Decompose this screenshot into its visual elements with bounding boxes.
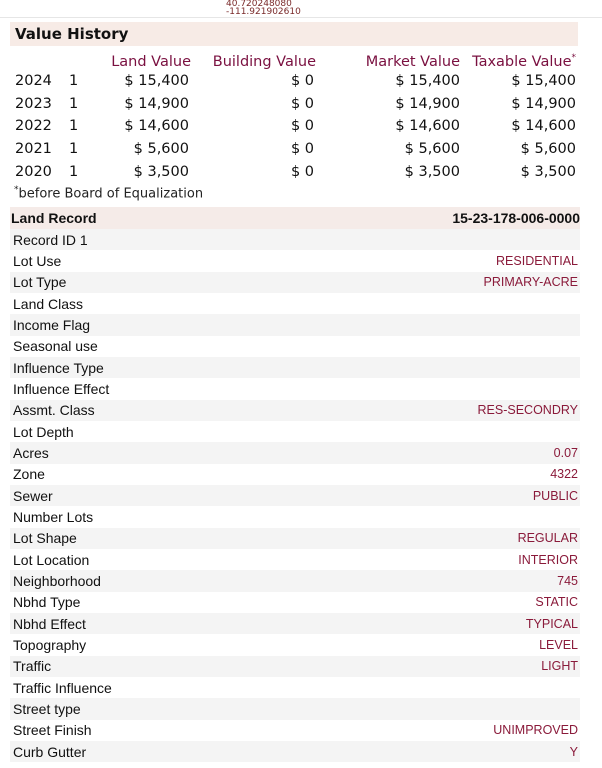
land-value-cell: $ 14,900 (124, 95, 189, 112)
footnote-mark: * (14, 184, 19, 195)
taxable-value-cell: $ 14,900 (511, 95, 576, 112)
land-record-label: Seasonal use (13, 338, 98, 355)
taxable-footnote-mark: * (571, 53, 576, 64)
land-value-cell: $ 15,400 (124, 73, 189, 90)
land-record-row (10, 677, 580, 698)
value-history-header-row (10, 46, 578, 70)
market-value-header: Market Value (365, 54, 460, 70)
building-value-cell: $ 0 (290, 118, 314, 135)
count-cell: 1 (69, 163, 79, 180)
value-history-row (10, 138, 578, 161)
building-value-cell: $ 0 (290, 73, 314, 90)
land-record-row (10, 720, 580, 741)
market-value-cell: $ 3,500 (404, 163, 460, 180)
land-value-cell: $ 3,500 (133, 163, 189, 180)
land-record-label: Lot Type (13, 274, 67, 291)
taxable-value-cell: $ 14,600 (511, 118, 576, 135)
count-cell: 1 (69, 95, 79, 112)
land-record-row (10, 549, 580, 570)
land-record-label: Assmt. Class (13, 402, 95, 419)
land-record-label: Record ID 1 (13, 231, 88, 248)
year-cell: 2020 (15, 163, 52, 180)
market-value-cell: $ 14,900 (395, 95, 460, 112)
land-record-label: Lot Shape (13, 530, 77, 547)
year-cell: 2021 (15, 141, 52, 158)
land-record-row (10, 570, 580, 591)
land-record-value: PUBLIC (532, 488, 578, 503)
land-record-value: LEVEL (539, 637, 578, 652)
land-record-row (10, 741, 580, 762)
land-record-row (10, 528, 580, 549)
land-value-header: Land Value (111, 54, 191, 70)
land-record-label: Curb Gutter (13, 743, 87, 760)
land-record-label: Lot Depth (13, 423, 74, 440)
land-record-row (10, 592, 580, 613)
land-record-label: Number Lots (13, 508, 94, 525)
value-history-row (10, 115, 578, 138)
taxable-value-header (462, 46, 578, 70)
latitude-text: 40.720248080 (226, 0, 292, 9)
value-history-row (10, 93, 578, 116)
land-record-row (10, 506, 580, 527)
longitude-text: -111.921902610 (226, 7, 301, 17)
land-record-label: Traffic (13, 658, 52, 675)
land-record-row (10, 314, 580, 335)
land-record-section (10, 207, 580, 762)
land-record-label: Zone (13, 466, 45, 483)
land-value-cell: $ 14,600 (124, 118, 189, 135)
land-record-value: LIGHT (541, 659, 578, 674)
count-cell: 1 (69, 118, 79, 135)
taxable-value-cell: $ 3,500 (520, 163, 576, 180)
land-record-value: 4322 (550, 467, 578, 482)
land-record-value: 0.07 (553, 445, 578, 460)
taxable-value-header-label: Taxable Value (472, 54, 572, 70)
market-value-cell: $ 15,400 (395, 73, 460, 90)
land-record-label: Land Class (13, 295, 84, 312)
land-record-value: RESIDENTIAL (496, 253, 578, 268)
land-record-label: Lot Location (13, 551, 90, 568)
land-record-header (10, 207, 580, 229)
land-record-row (10, 357, 580, 378)
year-cell: 2022 (15, 118, 52, 135)
taxable-value-cell: $ 5,600 (520, 141, 576, 158)
land-record-row (10, 613, 580, 634)
land-record-row (10, 293, 580, 314)
footnote-text: before Board of Equalization (18, 186, 204, 202)
land-record-value: INTERIOR (518, 552, 578, 567)
land-record-label: Street Finish (13, 722, 92, 739)
land-record-label: Sewer (13, 487, 53, 504)
coordinates-cell (0, 0, 602, 18)
land-record-label: Nbhd Type (13, 594, 81, 611)
land-record-row (10, 485, 580, 506)
land-record-label: Topography (13, 636, 87, 653)
land-record-row (10, 400, 580, 421)
building-value-cell: $ 0 (290, 141, 314, 158)
land-record-row (10, 421, 580, 442)
land-record-label: Acres (13, 444, 49, 461)
land-record-row (10, 272, 580, 293)
count-header (67, 46, 97, 70)
parcel-id: 15-23-178-006-0000 (452, 210, 580, 226)
land-record-value: PRIMARY-ACRE (483, 275, 578, 290)
value-history-table (10, 46, 578, 183)
land-record-value: STATIC (535, 595, 578, 610)
count-cell: 1 (69, 73, 79, 90)
land-record-label: Influence Effect (13, 380, 110, 397)
land-record-label: Income Flag (13, 316, 91, 333)
taxable-value-cell: $ 15,400 (511, 73, 576, 90)
value-history-section (10, 22, 578, 203)
land-record-row (10, 250, 580, 271)
land-record-rows (10, 229, 580, 762)
land-record-label: Influence Type (13, 359, 104, 376)
land-record-value: TYPICAL (525, 616, 578, 631)
land-record-label: Neighborhood (13, 572, 101, 589)
land-record-value: REGULAR (517, 531, 578, 546)
market-value-cell: $ 5,600 (404, 141, 460, 158)
land-record-label: Lot Use (13, 252, 62, 269)
value-history-row (10, 160, 578, 183)
value-history-row (10, 70, 578, 93)
land-record-value: RES-SECONDRY (477, 403, 578, 418)
value-history-title: Value History (10, 22, 578, 46)
land-value-cell: $ 5,600 (133, 141, 189, 158)
land-record-row (10, 336, 580, 357)
land-record-row (10, 634, 580, 655)
land-record-row (10, 229, 580, 250)
land-record-row (10, 442, 580, 463)
land-record-value: UNIMPROVED (493, 723, 578, 738)
land-record-value: 745 (557, 573, 578, 588)
year-cell: 2024 (15, 73, 52, 90)
building-value-cell: $ 0 (290, 163, 314, 180)
land-record-row (10, 656, 580, 677)
market-value-cell: $ 14,600 (395, 118, 460, 135)
land-record-row (10, 464, 580, 485)
land-record-row (10, 378, 580, 399)
land-record-title: Land Record (11, 210, 97, 226)
building-value-cell: $ 0 (290, 95, 314, 112)
land-record-row (10, 698, 580, 719)
land-record-label: Street type (13, 700, 81, 717)
year-cell: 2023 (15, 95, 52, 112)
count-cell: 1 (69, 141, 79, 158)
building-value-header: Building Value (212, 54, 316, 70)
board-of-equalization-note (10, 185, 578, 203)
year-header (10, 46, 67, 70)
land-record-value: Y (569, 744, 578, 759)
land-record-label: Nbhd Effect (13, 615, 86, 632)
land-record-label: Traffic Influence (13, 679, 112, 696)
